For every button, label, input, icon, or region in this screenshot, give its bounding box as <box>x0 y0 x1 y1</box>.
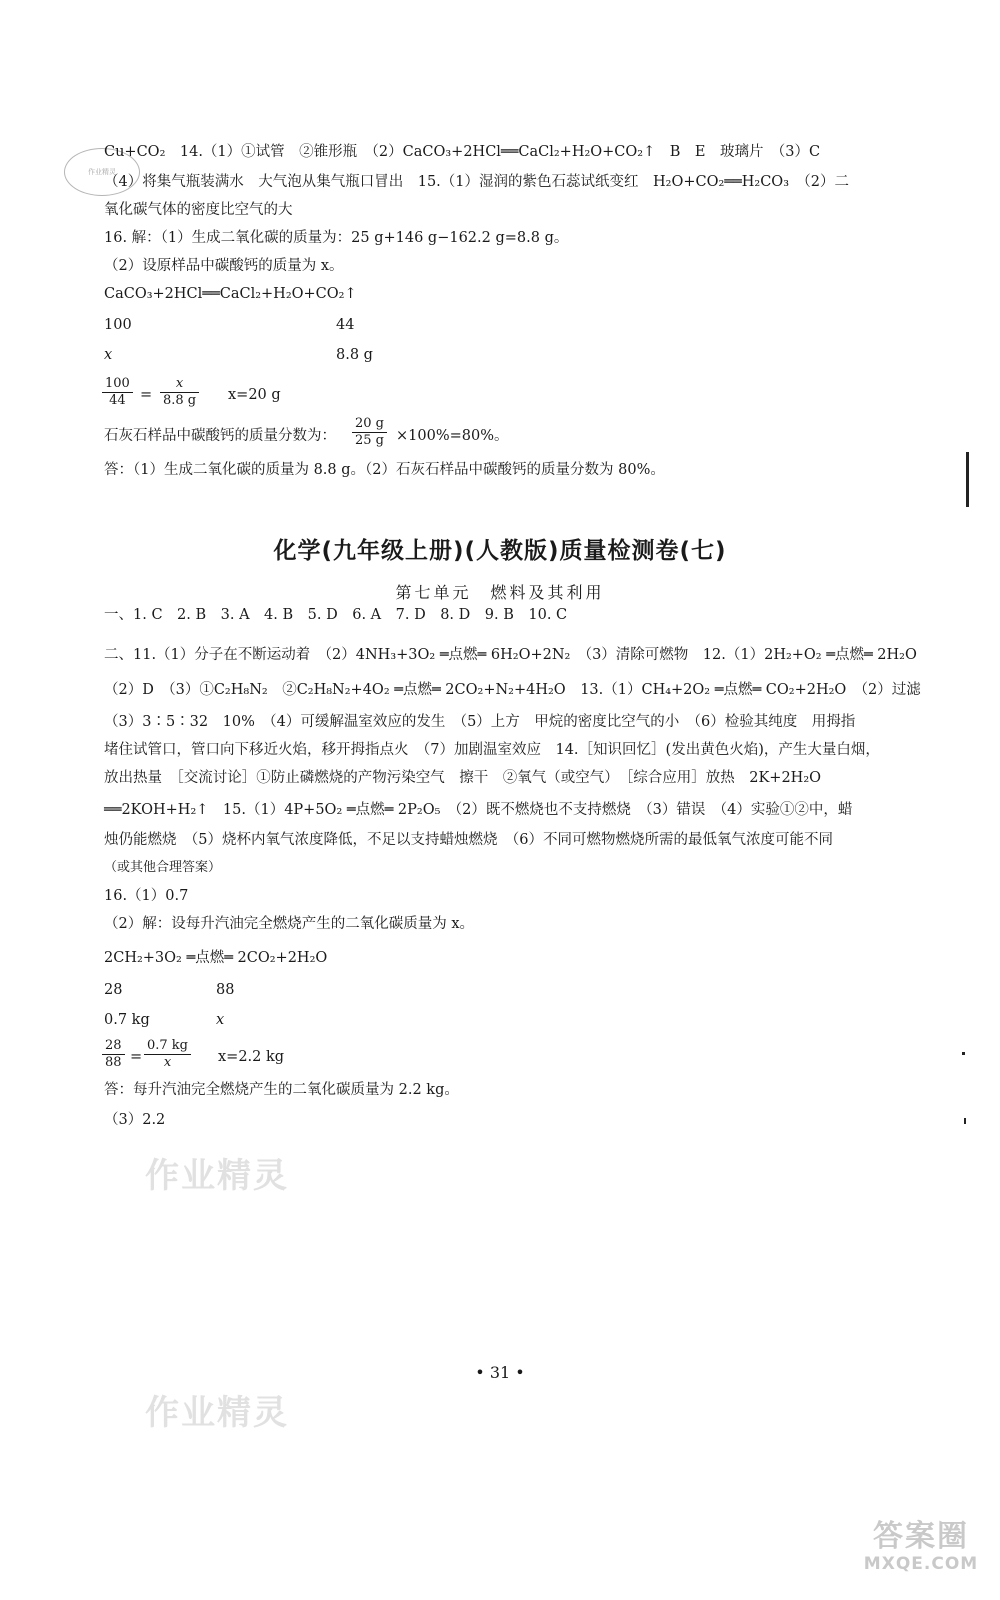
fraction-denominator: x <box>163 1055 172 1070</box>
ratio-value: 8.8 g <box>336 347 373 363</box>
fraction-denominator: 88 <box>105 1055 122 1070</box>
answer-line: （4）将集气瓶装满水 大气泡从集气瓶口冒出 15.（1）湿润的紫色石蕊试纸变红 H₂O+CO₂══H₂CO₃ （2）二 <box>104 174 849 190</box>
page-subtitle: 第七单元 燃料及其利用 <box>395 583 605 602</box>
answer-line: 放出热量 ［交流讨论］①防止磷燃烧的产物污染空气 擦干 ②氧气（或空气） ［综合应用］放热 2K+2H₂O <box>104 770 822 786</box>
ratio-value: 88 <box>216 982 235 998</box>
ratio-value: x <box>104 347 113 363</box>
scan-artifact <box>962 1052 965 1055</box>
equation-line: 2CH₂+3O₂ ═点燃═ 2CO₂+2H₂O <box>104 950 328 966</box>
fraction-numerator: 28 <box>102 1038 125 1055</box>
ratio-value: x <box>216 1012 225 1028</box>
ratio-value: 100 <box>104 317 132 333</box>
fraction <box>352 416 387 449</box>
equation-line: CaCO₃+2HCl══CaCl₂+H₂O+CO₂↑ <box>104 286 357 302</box>
fraction-denominator: 44 <box>109 393 126 408</box>
equals-sign: = <box>140 387 153 403</box>
answer-line: 答：（1）生成二氧化碳的质量为 8.8 g。（2）石灰石样品中碳酸钙的质量分数为 80%。 <box>104 462 665 478</box>
fraction <box>144 1038 191 1071</box>
ratio-value: 44 <box>336 317 355 333</box>
fraction-denominator: 8.8 g <box>163 393 197 408</box>
page-number: • 31 • <box>475 1363 525 1382</box>
answer-line: （2）D （3）①C₂H₈N₂ ②C₂H₈N₂+4O₂ ═点燃═ 2CO₂+N₂+4H₂O 13.（1）CH₄+2O₂ ═点燃═ CO₂+2H₂O （2）过滤 <box>104 682 921 698</box>
ratio-value: 0.7 kg <box>104 1012 150 1028</box>
percent-suffix: ×100%=80%。 <box>396 428 509 444</box>
site-logo-url: MXQE.COM <box>863 1554 979 1574</box>
section-one-answers: 一、1. C 2. B 3. A 4. B 5. D 6. A 7. D 8. D 9. B 10. C <box>104 607 568 623</box>
answer-line: 堵住试管口，管口向下移近火焰，移开拇指点火 （7）加剧温室效应 14.［知识回忆］(发出黄色火焰)，产生大量白烟， <box>104 742 880 758</box>
watermark: 作业精灵 <box>145 1156 289 1196</box>
answer-line: （2）设原样品中碳酸钙的质量为 x。 <box>104 258 344 274</box>
answer-line: 16. 解：（1）生成二氧化碳的质量为：25 g+146 g−162.2 g=8.8 g。 <box>104 230 569 246</box>
result-text: x=20 g <box>228 387 281 403</box>
percent-prefix: 石灰石样品中碳酸钙的质量分数为： <box>104 428 336 444</box>
answer-line: 答：每升汽油完全燃烧产生的二氧化碳质量为 2.2 kg。 <box>104 1082 459 1098</box>
site-logo-name: 答案圈 <box>873 1519 969 1554</box>
fraction-numerator: 0.7 kg <box>144 1038 191 1055</box>
equals-sign: = <box>130 1049 143 1065</box>
answer-line: Cu+CO₂ 14.（1）①试管 ②锥形瓶 （2）CaCO₃+2HCl══CaCl₂+H₂O+CO₂↑ B E 玻璃片 （3）C <box>104 144 821 160</box>
site-logo <box>856 1520 986 1580</box>
answer-line: （2）解：设每升汽油完全燃烧产生的二氧化碳质量为 x。 <box>104 916 475 932</box>
fraction <box>102 376 133 409</box>
page-title: 化学(九年级上册)(人教版)质量检测卷(七) <box>273 538 727 564</box>
fraction-numerator: 100 <box>102 376 133 393</box>
fraction <box>160 376 199 409</box>
answer-line: 氧化碳气体的密度比空气的大 <box>104 202 293 218</box>
fraction-numerator: 20 g <box>352 416 387 433</box>
result-text: x=2.2 kg <box>218 1049 285 1065</box>
scan-artifact <box>964 1118 966 1124</box>
stamp-mark: 作业精灵 <box>64 148 140 196</box>
answer-line: （或其他合理答案） <box>104 860 222 875</box>
fraction-numerator: x <box>160 376 199 393</box>
answer-line: （3）2.2 <box>104 1112 166 1128</box>
answer-line: 烛仍能燃烧 （5）烧杯内氧气浓度降低，不足以支持蜡烛燃烧 （6）不同可燃物燃烧所需的最低氧气浓度可能不同 <box>104 832 833 848</box>
fraction-denominator: 25 g <box>355 433 384 448</box>
fraction <box>102 1038 125 1071</box>
scan-artifact <box>966 452 969 507</box>
ratio-value: 28 <box>104 982 123 998</box>
watermark: 作业精灵 <box>145 1393 289 1433</box>
answer-line: 二、11.（1）分子在不断运动着 （2）4NH₃+3O₂ ═点燃═ 6H₂O+2N₂ （3）清除可燃物 12.（1）2H₂+O₂ ═点燃═ 2H₂O <box>104 647 917 663</box>
answer-line: ══2KOH+H₂↑ 15.（1）4P+5O₂ ═点燃═ 2P₂O₅ （2）既不燃烧也不支持燃烧 （3）错误 （4）实验①②中，蜡 <box>104 802 853 818</box>
answer-line: 16.（1）0.7 <box>104 888 189 904</box>
answer-line: （3）3∶5∶32 10% （4）可缓解温室效应的发生 （5）上方 甲烷的密度比空气的小 （6）检验其纯度 用拇指 <box>104 714 856 730</box>
